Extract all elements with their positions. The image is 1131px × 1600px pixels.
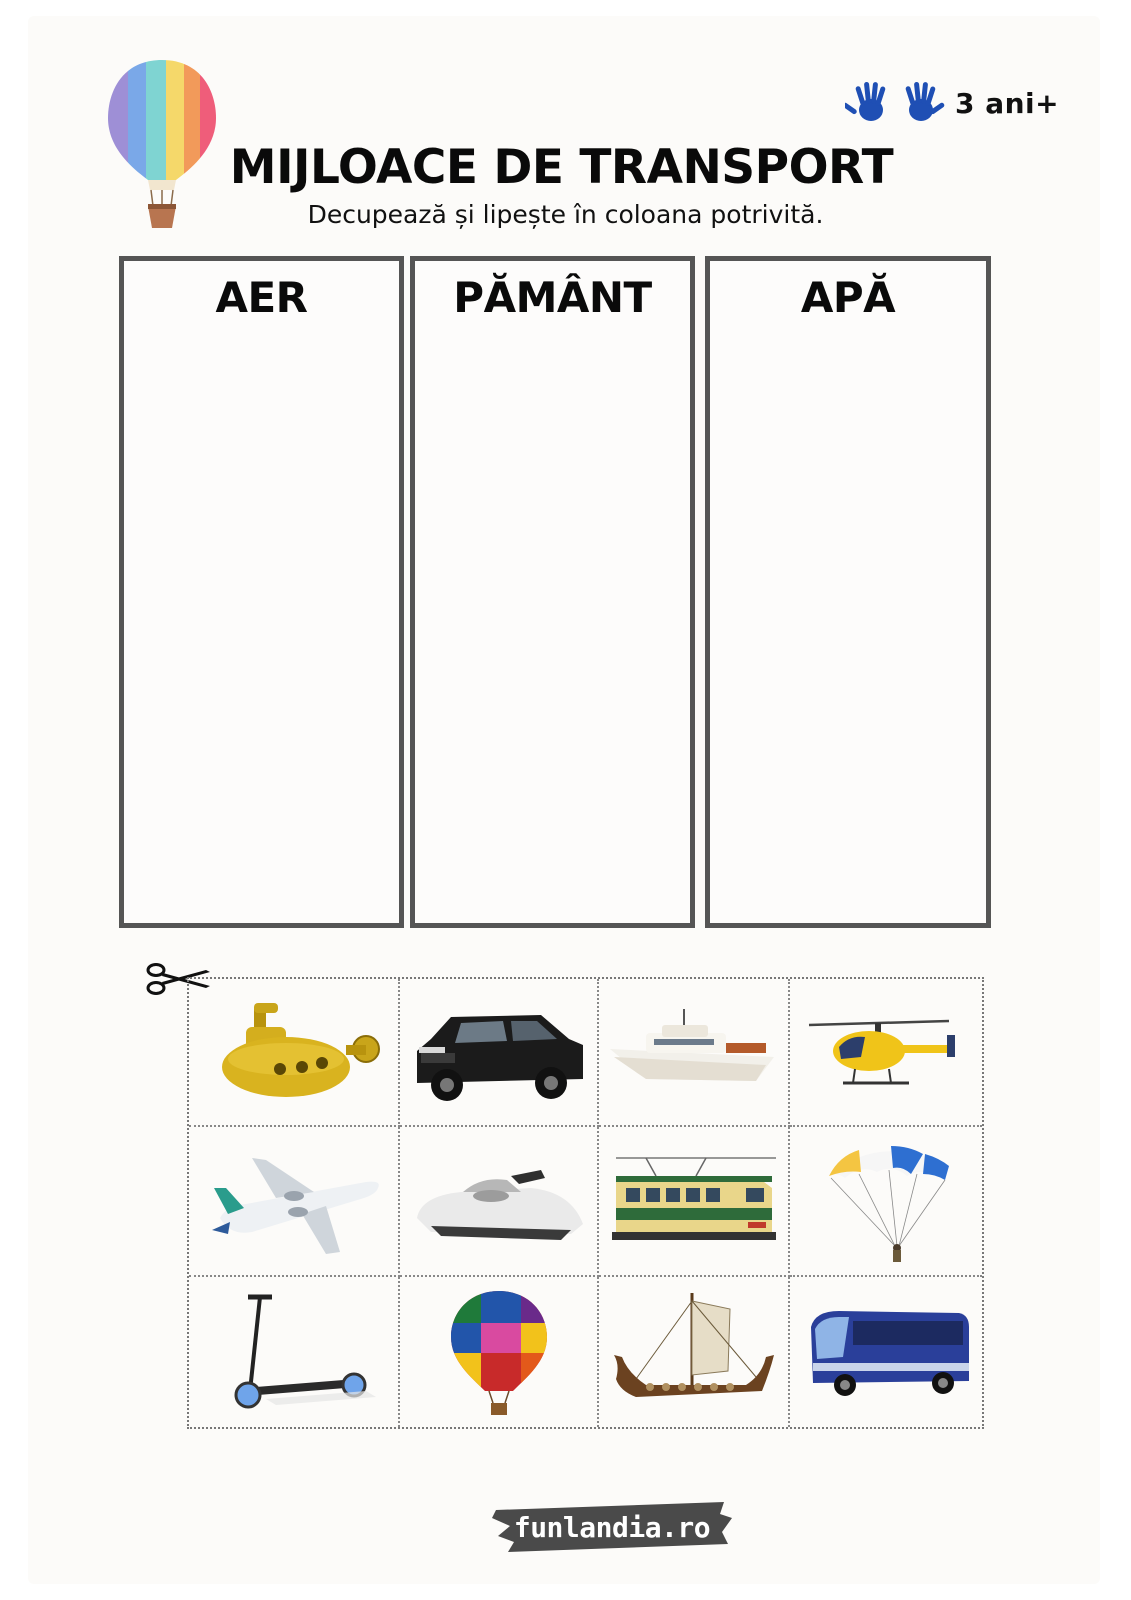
cutout-card-jet-ski[interactable] (400, 1127, 599, 1277)
page-title: MIJLOACE DE TRANSPORT (229, 140, 894, 195)
age-indicator (845, 78, 1059, 128)
cutout-card-submarine[interactable] (189, 979, 400, 1127)
column-header-land: PĂMÂNT (453, 273, 652, 322)
page-subtitle: Decupează și lipește în coloana potrivită. (307, 200, 824, 229)
cutout-card-motor-yacht[interactable] (599, 979, 790, 1127)
cutout-card-train[interactable] (599, 1127, 790, 1277)
column-header-air: AER (215, 273, 308, 322)
cutout-card-parachute[interactable] (790, 1127, 982, 1277)
airplane-icon (206, 1136, 381, 1266)
cutout-card-suv-car[interactable] (400, 979, 599, 1127)
handprint-icon (845, 80, 893, 126)
handprint-icon (897, 80, 945, 126)
cutout-card-helicopter[interactable] (790, 979, 982, 1127)
helicopter-icon (799, 987, 974, 1117)
parachute-icon (799, 1136, 974, 1266)
viking-ship-icon (606, 1287, 781, 1417)
cutout-card-bus[interactable] (790, 1277, 982, 1427)
bus-icon (799, 1287, 974, 1417)
brand-text: funlandia.ro (513, 1510, 711, 1544)
jet-ski-icon (411, 1136, 586, 1266)
cutout-card-hot-air-balloon[interactable] (400, 1277, 599, 1427)
cutout-grid (187, 977, 984, 1429)
cutout-card-airplane[interactable] (189, 1127, 400, 1277)
hot-air-balloon-icon (411, 1287, 586, 1417)
motor-yacht-icon (606, 987, 781, 1117)
column-water (705, 256, 991, 928)
suv-car-icon (411, 987, 586, 1117)
age-label: 3 ani+ (955, 86, 1060, 120)
cutout-card-viking-ship[interactable] (599, 1277, 790, 1427)
column-land (410, 256, 695, 928)
submarine-icon (206, 987, 381, 1117)
cutout-card-kick-scooter[interactable] (189, 1277, 400, 1427)
column-header-water: APĂ (800, 273, 896, 322)
column-air (119, 256, 404, 928)
train-icon (606, 1136, 781, 1266)
kick-scooter-icon (206, 1287, 381, 1417)
brand-logo[interactable] (488, 1496, 736, 1558)
